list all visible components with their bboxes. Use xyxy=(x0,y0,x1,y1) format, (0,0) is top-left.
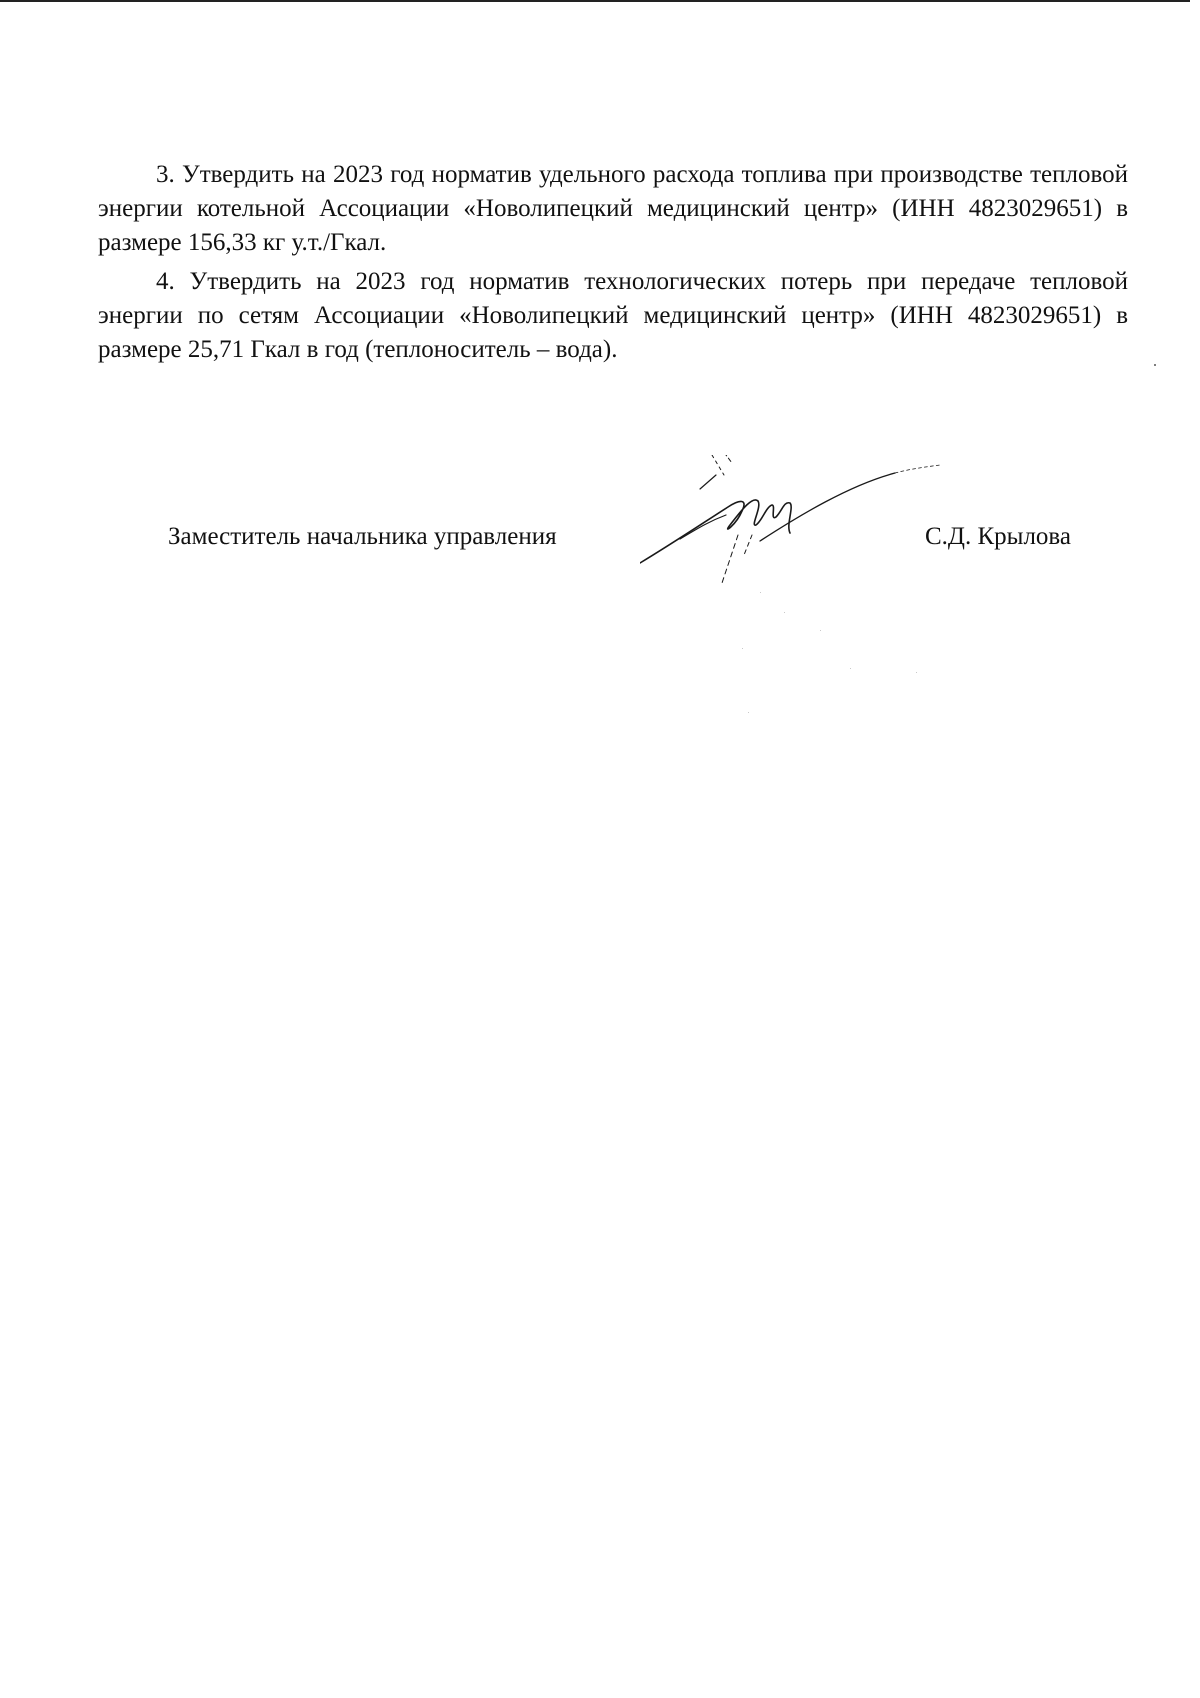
document-body xyxy=(98,158,1128,367)
signature-block xyxy=(0,520,1200,560)
scan-speck xyxy=(850,668,851,669)
paragraph-3: 3. Утвердить на 2023 год норматив удельного расхода топлива при производстве тепловой энергии котельной Ассоциации «Новолипецкий медицинский центр» (ИНН 4823029651) в размере 156,33 кг у.т./Гкал. xyxy=(98,161,1128,256)
scan-speck xyxy=(784,612,785,613)
scan-speck xyxy=(742,648,743,649)
signatory-position: Заместитель начальника управления xyxy=(168,523,557,550)
scan-speck xyxy=(748,712,749,713)
top-rule xyxy=(0,0,1190,2)
scan-speck xyxy=(820,630,821,631)
handwritten-signature xyxy=(640,455,950,605)
scan-speck xyxy=(1154,364,1156,366)
scan-speck xyxy=(760,592,761,593)
signatory-name: С.Д. Крылова xyxy=(925,523,1071,550)
scan-speck xyxy=(916,672,917,673)
paragraph-4: 4. Утвердить на 2023 год норматив технологических потерь при передаче тепловой энергии по сетям Ассоциации «Новолипецкий медицинский центр» (ИНН 4823029651) в размере 25,71 Гкал в год (теплоноситель – вода). xyxy=(98,268,1128,363)
